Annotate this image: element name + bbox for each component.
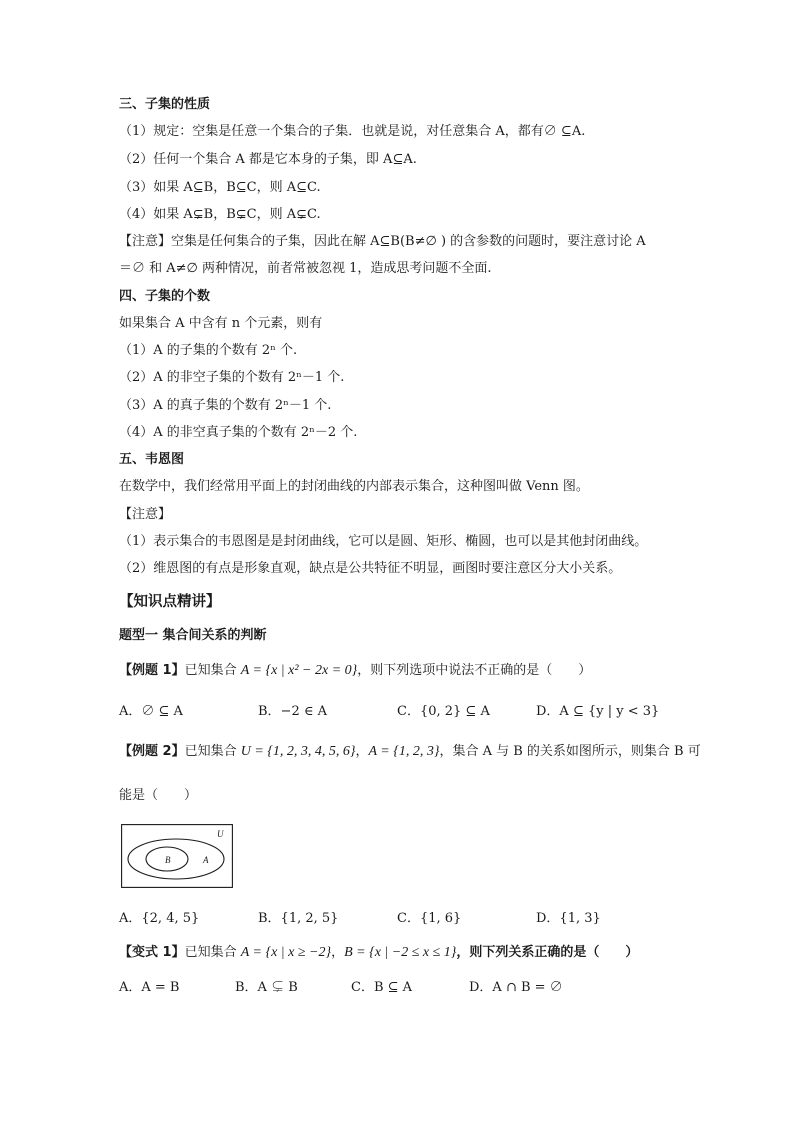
section4-heading: 四、子集的个数 bbox=[119, 289, 211, 304]
venn-outer-ellipse bbox=[128, 839, 224, 879]
example2-text-before: 已知集合 bbox=[184, 744, 241, 759]
type1-heading: 题型一 集合间关系的判断 bbox=[119, 628, 267, 643]
example1-question bbox=[119, 662, 591, 680]
example1-option-d: D．A ⊆ {y | y < 3} bbox=[536, 704, 660, 719]
example2-set-u: U = {1, 2, 3, 4, 5, 6} bbox=[240, 744, 356, 759]
section4-item-2: （2）A 的非空子集的个数有 2ⁿ－1 个. bbox=[119, 370, 345, 385]
section5-item-1: （1）表示集合的韦恩图是是封闭曲线，它可以是圆、矩形、椭圆，也可以是其他封闭曲线。 bbox=[119, 534, 648, 549]
variant1-text-before: 已知集合 bbox=[184, 945, 241, 960]
section4-item-4: （4）A 的非空真子集的个数有 2ⁿ－2 个. bbox=[119, 425, 358, 440]
example2-question-line2: 能是（ ） bbox=[119, 788, 198, 803]
section5-item-2: （2）维恩图的有点是形象直观，缺点是公共特征不明显，画图时要注意区分大小关系。 bbox=[119, 561, 622, 576]
section3-item-2: （2）任何一个集合 A 都是它本身的子集，即 A⊆A. bbox=[119, 152, 417, 167]
example1-options bbox=[119, 703, 679, 725]
variant1-text-after: ，则下列关系正确的是（ ） bbox=[456, 945, 639, 960]
section4-item-3: （3）A 的真子集的个数有 2ⁿ－1 个. bbox=[119, 398, 332, 413]
venn-label-b: B bbox=[165, 855, 171, 865]
example1-label: 【例题 1】 bbox=[119, 663, 185, 678]
example2-option-b: B．{1, 2, 5} bbox=[258, 911, 339, 926]
section3-item-4: （4）如果 A⊊B，B⊊C，则 A⊊C. bbox=[119, 207, 321, 222]
example2-options bbox=[119, 910, 679, 932]
section3-item-1: （1）规定：空集是任意一个集合的子集．也就是说，对任意集合 A，都有∅ ⊆A. bbox=[119, 124, 586, 139]
section3-note-line1: 【注意】空集是任何集合的子集，因此在解 A⊆B(B≠∅ ) 的含参数的问题时，要注意讨论 A bbox=[119, 234, 646, 249]
variant1-option-a: A．A = B bbox=[119, 980, 180, 995]
variant1-options bbox=[119, 979, 679, 1001]
variant1-question bbox=[119, 944, 638, 962]
variant1-option-d: D．A ∩ B = ∅ bbox=[469, 980, 563, 995]
example1-option-c: C．{0, 2} ⊆ A bbox=[397, 704, 490, 719]
example2-option-a: A．{2, 4, 5} bbox=[119, 911, 200, 926]
section3-note-line2: ＝∅ 和 A≠∅ 两种情况，前者常被忽视 1，造成思考问题不全面. bbox=[119, 261, 492, 276]
section5-intro: 在数学中，我们经常用平面上的封闭曲线的内部表示集合，这种图叫做 Venn 图。 bbox=[119, 479, 589, 494]
section3-item-3: （3）如果 A⊆B，B⊆C，则 A⊆C. bbox=[119, 180, 321, 195]
example2-set-a: A = {1, 2, 3} bbox=[368, 744, 440, 759]
variant1-option-c: C．B ⊆ A bbox=[351, 980, 413, 995]
example1-option-b: B．−2 ∈ A bbox=[258, 704, 327, 719]
lecture-heading: 【知识点精讲】 bbox=[119, 594, 221, 610]
example1-set: A = {x | x² − 2x = 0} bbox=[240, 663, 358, 678]
example2-question bbox=[119, 743, 701, 761]
example2-option-c: C．{1, 6} bbox=[397, 911, 462, 926]
example1-option-a: A．∅ ⊆ A bbox=[119, 704, 183, 719]
example2-text-after: ，集合 A 与 B 的关系如图所示，则集合 B 可 bbox=[439, 744, 701, 759]
venn-universal-rect bbox=[122, 825, 233, 888]
section3-heading: 三、子集的性质 bbox=[119, 97, 211, 112]
variant1-label: 【变式 1】 bbox=[119, 945, 185, 960]
example1-text-after: ，则下列选项中说法不正确的是（ ） bbox=[357, 663, 592, 678]
section4-item-1: （1）A 的子集的个数有 2ⁿ 个. bbox=[119, 343, 298, 358]
venn-label-u: U bbox=[217, 829, 224, 839]
variant1-set-b: B = {x | −2 ≤ x ≤ 1} bbox=[344, 945, 457, 960]
venn-diagram bbox=[121, 824, 233, 888]
example2-sep: ， bbox=[355, 744, 369, 759]
variant1-option-b: B．A ⊊ B bbox=[235, 980, 298, 995]
section4-intro: 如果集合 A 中含有 n 个元素，则有 bbox=[119, 316, 323, 331]
section5-heading: 五、韦恩图 bbox=[119, 452, 185, 467]
variant1-set-a: A = {x | x ≥ −2} bbox=[240, 945, 332, 960]
example1-text-before: 已知集合 bbox=[184, 663, 241, 678]
example2-label: 【例题 2】 bbox=[119, 744, 185, 759]
venn-label-a: A bbox=[203, 855, 209, 865]
example2-option-d: D．{1, 3} bbox=[536, 911, 601, 926]
section5-note-label: 【注意】 bbox=[119, 507, 172, 522]
variant1-sep: ， bbox=[331, 945, 345, 960]
